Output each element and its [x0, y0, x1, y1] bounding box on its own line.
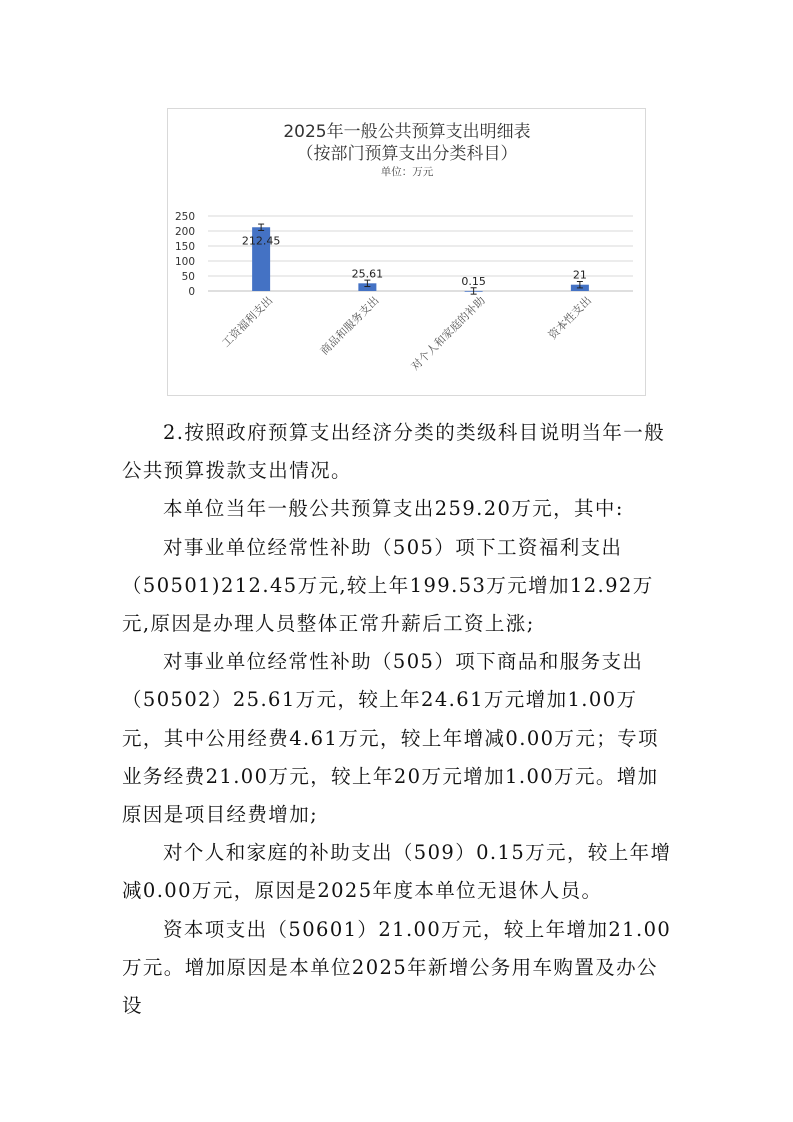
y-tick-label: 0 [188, 286, 195, 298]
data-label: 212.45 [241, 234, 281, 248]
document-body [122, 414, 674, 1025]
category-label: 工资福利支出 [219, 293, 276, 350]
data-label: 0.15 [461, 274, 486, 288]
paragraph-capital: 资本项支出（50601）21.00万元，较上年增加21.00万元。增加原因是本单位2025年新增公务用车购置及办公设 [122, 917, 672, 1018]
chart-subtitle: （按部门预算支出分类科目） [296, 144, 518, 164]
category-label: 商品和服务支出 [317, 293, 382, 358]
paragraph-wages: 对事业单位经常性补助（505）项下工资福利支出（50501)212.45万元,较上年199.53万元增加12.92万元,原因是办理人员整体正常升薪后工资上涨; [122, 535, 654, 636]
paragraph-household-subsidy: 对个人和家庭的补助支出（509）0.15万元，较上年增减0.00万元，原因是2025年度本单位无退休人员。 [122, 841, 672, 903]
y-tick-label: 50 [181, 271, 195, 283]
y-tick-label: 200 [174, 226, 195, 238]
data-label: 21 [572, 268, 587, 282]
budget-chart [167, 108, 646, 396]
y-tick-label: 150 [174, 241, 195, 253]
paragraph-total: 本单位当年一般公共预算支出259.20万元，其中: [163, 497, 624, 521]
chart-title: 2025年一般公共预算支出明细表 [283, 122, 531, 142]
category-label: 资本性支出 [545, 293, 594, 343]
category-label: 对个人和家庭的补助 [408, 293, 488, 374]
data-label: 25.61 [351, 267, 384, 281]
y-tick-label: 100 [174, 256, 195, 268]
y-tick-label: 250 [174, 211, 195, 223]
paragraph-goods-services: 对事业单位经常性补助（505）项下商品和服务支出（50502）25.61万元，较上年24.61万元增加1.00万元，其中公用经费4.61万元，较上年增减0.00万元；专项业务经费21.00万元，较上年20万元增加1.00万元。增加原因是项目经费增加; [122, 650, 659, 827]
chart-canvas [168, 109, 647, 397]
paragraph-heading: 2.按照政府预算支出经济分类的类级科目说明当年一般公共预算拨款支出情况。 [122, 421, 666, 483]
chart-unit: 单位：万元 [380, 166, 434, 178]
